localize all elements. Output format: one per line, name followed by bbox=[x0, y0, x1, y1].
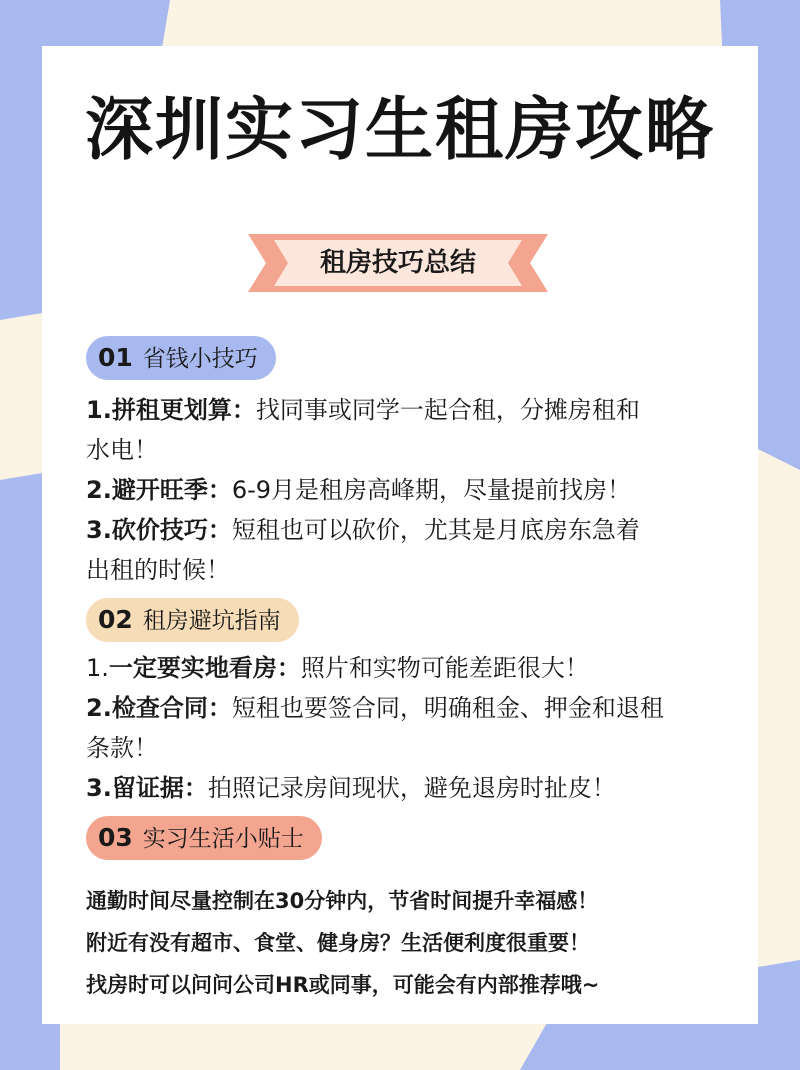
list-item: 1.一定要实地看房：照片和实物可能差距很大！ bbox=[86, 654, 589, 682]
section-ribbon bbox=[248, 234, 548, 292]
section-3-title: 实习生活小贴士 bbox=[142, 826, 304, 852]
list-item: 1.拼租更划算：找同事或同学一起合租，分摊房租和 bbox=[86, 396, 640, 424]
section-1-title: 省钱小技巧 bbox=[142, 346, 258, 372]
list-item-continuation: 水电！ bbox=[86, 436, 158, 464]
section-3-heading bbox=[86, 816, 322, 860]
section-1-body bbox=[86, 390, 736, 590]
tip-line: 找房时可以问问公司HR或同事，可能会有内部推荐哦~ bbox=[86, 973, 600, 997]
ribbon-label: 租房技巧总结 bbox=[319, 248, 476, 278]
section-1-heading bbox=[86, 336, 276, 380]
section-3-number: 03 bbox=[98, 823, 133, 852]
list-item: 3.留证据：拍照记录房间现状，避免退房时扯皮！ bbox=[86, 774, 616, 802]
list-item-continuation: 出租的时候！ bbox=[86, 556, 230, 584]
section-2-title: 租房避坑指南 bbox=[142, 608, 281, 634]
tip-line: 通勤时间尽量控制在30分钟内，节省时间提升幸福感！ bbox=[86, 889, 599, 913]
section-2-number: 02 bbox=[98, 605, 133, 634]
section-2-body bbox=[86, 648, 736, 808]
section-2-heading bbox=[86, 598, 299, 642]
page-title: 深圳实习生租房攻略 bbox=[84, 91, 715, 170]
list-item-continuation: 条款！ bbox=[86, 734, 158, 762]
list-item: 2.避开旺季：6-9月是租房高峰期，尽量提前找房！ bbox=[86, 476, 632, 504]
list-item: 3.砍价技巧：短租也可以砍价，尤其是月底房东急着 bbox=[86, 516, 640, 544]
section-3-body bbox=[86, 880, 736, 1006]
list-item: 2.检查合同：短租也要签合同，明确租金、押金和退租 bbox=[86, 694, 664, 722]
tip-line: 附近有没有超市、食堂、健身房？生活便利度很重要！ bbox=[86, 931, 590, 955]
section-1-number: 01 bbox=[98, 343, 133, 372]
